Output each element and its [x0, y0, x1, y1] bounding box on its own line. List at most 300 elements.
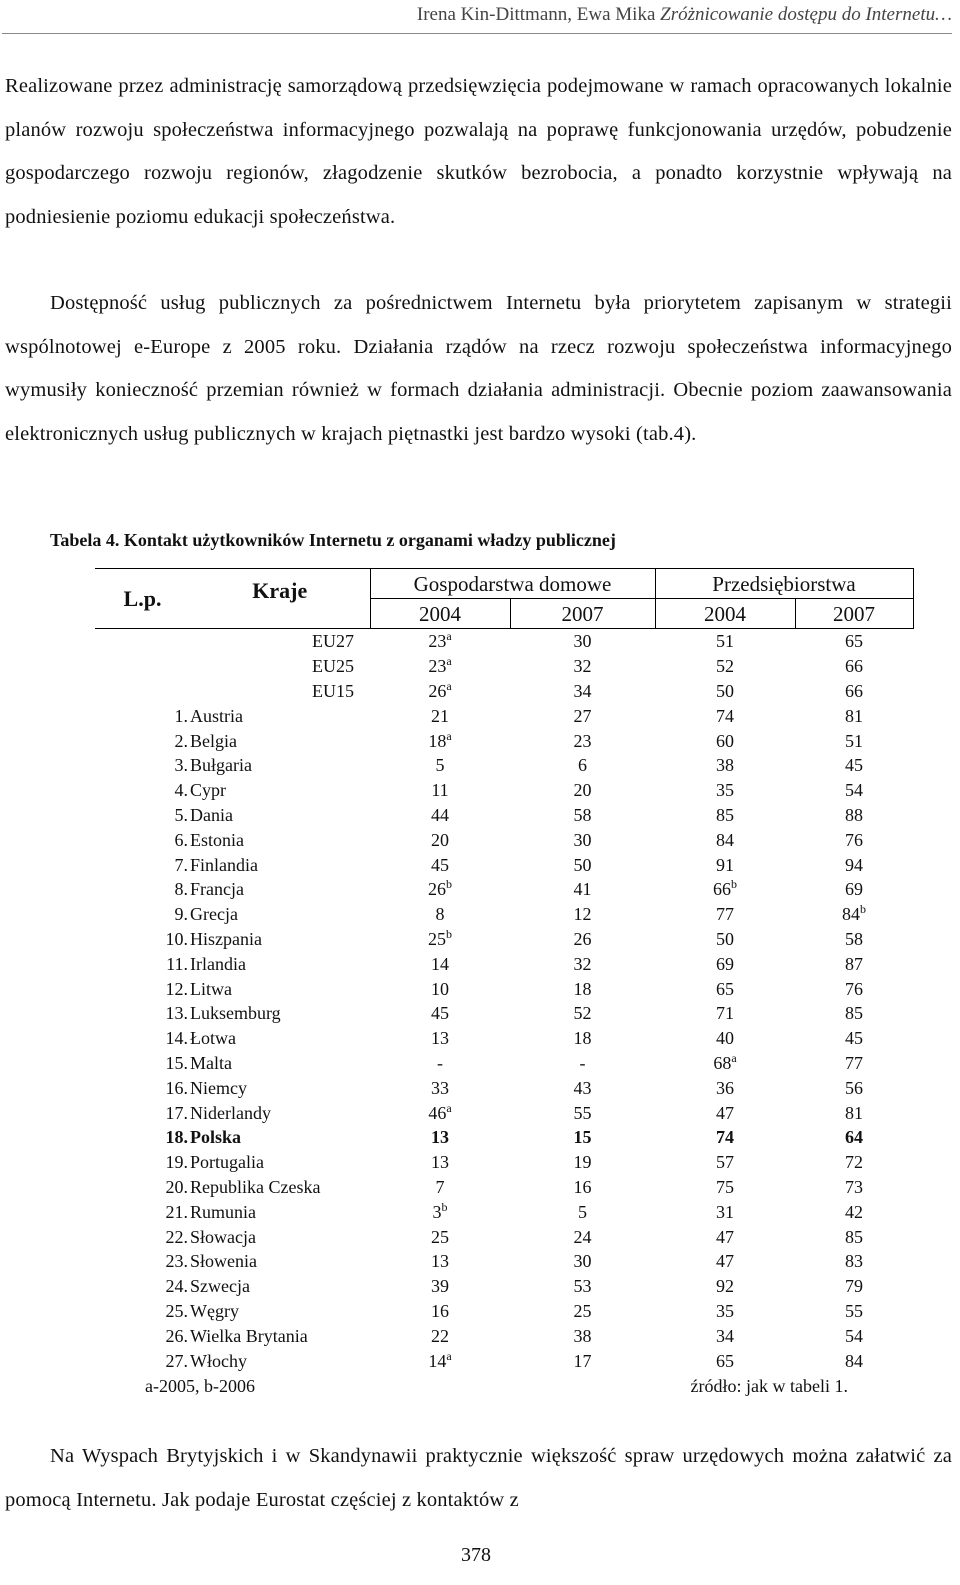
cell-country-value: Rumunia	[190, 1201, 256, 1222]
cell-en-2007-value: 94	[845, 854, 863, 875]
cell-hh-2004-value: 25	[428, 928, 446, 949]
cell-en-2004	[655, 1001, 795, 1026]
cell-en-2004	[655, 927, 795, 952]
cell-country-value: Słowacja	[190, 1226, 256, 1247]
cell-en-2004-value: 35	[716, 1300, 734, 1321]
cell-en-2007	[795, 778, 913, 803]
cell-hh-2007-value: 55	[573, 1102, 592, 1123]
cell-hh-2004	[370, 827, 510, 852]
cell-hh-2007	[510, 1199, 655, 1224]
table-row	[95, 1051, 913, 1076]
cell-country-value: Cypr	[190, 780, 226, 801]
paragraph-1: Realizowane przez administrację samorządową przedsięwzięcia podejmowane w ramach opracowanych lokalnie planów rozwoju społeczeństwa informacyjnego pozwalają na poprawę funkcjonowania urzędów, pobudzenie gospodarczego rozwoju regionów, złagodzenie skutków bezrobocia, a ponadto korzystnie wpływają na podniesienie poziomu edukacji społeczeństwa.	[5, 75, 952, 228]
cell-lp-value: 24.	[165, 1276, 188, 1297]
cell-lp-value: 2.	[174, 730, 188, 751]
cell-lp	[95, 927, 190, 952]
cell-lp	[95, 703, 190, 728]
cell-en-2004	[655, 1125, 795, 1150]
cell-en-2004	[655, 1299, 795, 1324]
cell-en-2007-value: 45	[845, 755, 863, 776]
footnote-marker: a	[446, 1100, 452, 1115]
cell-hh-2007-value: 26	[573, 928, 592, 949]
cell-country	[190, 852, 370, 877]
cell-en-2004-value: 50	[716, 928, 734, 949]
cell-country	[190, 1125, 370, 1150]
cell-hh-2004-value: 33	[431, 1077, 449, 1098]
cell-en-2007	[795, 1150, 913, 1175]
empty-cell	[95, 679, 190, 704]
cell-hh-2007	[510, 728, 655, 753]
cell-lp	[95, 1150, 190, 1175]
table-row	[95, 1348, 913, 1373]
cell-hh-2007-value: 6	[578, 755, 587, 776]
cell-en-2004-value: 36	[716, 1077, 734, 1098]
cell-hh-2004	[370, 778, 510, 803]
cell-en-2007	[795, 951, 913, 976]
table-row	[95, 1150, 913, 1175]
cell-en-2004-value: 65	[716, 978, 734, 999]
cell-en-2004	[655, 902, 795, 927]
cell-hh-2007	[510, 1026, 655, 1051]
cell-lp	[95, 753, 190, 778]
footnote-marker: b	[860, 902, 866, 917]
cell-en-2007	[795, 927, 913, 952]
cell-en-2004-value: 85	[716, 804, 734, 825]
cell-en-2004-value: 74	[716, 705, 734, 726]
cell-hh-2007	[510, 1224, 655, 1249]
cell-hh-2007	[510, 852, 655, 877]
cell-hh-2004-value: 39	[431, 1276, 449, 1297]
header-authors: Irena Kin-Dittmann, Ewa Mika	[416, 4, 656, 25]
cell-hh-2007-value: 24	[573, 1226, 592, 1247]
cell-en-2004	[655, 1075, 795, 1100]
aggregate-name	[190, 679, 370, 704]
cell-country	[190, 703, 370, 728]
cell-hh-2007	[510, 827, 655, 852]
cell-lp-value: 1.	[174, 705, 188, 726]
cell-lp	[95, 877, 190, 902]
cell-lp	[95, 1348, 190, 1373]
cell-hh-2007	[510, 927, 655, 952]
cell-hh-2004-value: 21	[431, 705, 449, 726]
cell-hh-2007-value: 50	[573, 854, 592, 875]
cell-lp-value: 9.	[174, 904, 188, 925]
cell-hh-2007	[510, 778, 655, 803]
cell-hh-2004	[370, 1150, 510, 1175]
cell-en-2007	[795, 976, 913, 1001]
cell-lp	[95, 1026, 190, 1051]
cell-en-2007	[795, 1026, 913, 1051]
cell-hh-2004-value: 23	[428, 656, 447, 677]
cell-en-2007-value: 81	[845, 1102, 863, 1123]
cell-en-2007-value: 51	[845, 730, 863, 751]
cell-hh-2004-value: 13	[431, 1127, 449, 1148]
cell-country-value: Niemcy	[190, 1077, 247, 1098]
cell-lp	[95, 1100, 190, 1125]
cell-lp	[95, 902, 190, 927]
cell-hh-2007-value: 19	[573, 1152, 592, 1173]
cell-country	[190, 803, 370, 828]
cell-hh-2004	[370, 1051, 510, 1076]
cell-en-2004	[655, 1224, 795, 1249]
cell-en-2007	[795, 629, 913, 654]
cell-country-value: Francja	[190, 879, 244, 900]
cell-en-2004	[655, 654, 795, 679]
cell-en-2004	[655, 728, 795, 753]
cell-en-2007	[795, 1274, 913, 1299]
cell-en-2004-value: 74	[716, 1127, 734, 1148]
cell-hh-2007-value: 25	[573, 1300, 592, 1321]
cell-lp	[95, 1001, 190, 1026]
cell-lp	[95, 1051, 190, 1076]
cell-hh-2004-value: 22	[431, 1325, 449, 1346]
cell-lp-value: 12.	[165, 978, 188, 999]
cell-en-2007	[795, 728, 913, 753]
table-row	[95, 1199, 913, 1224]
cell-en-2004-value: 57	[716, 1152, 734, 1173]
cell-en-2004	[655, 1348, 795, 1373]
cell-lp	[95, 728, 190, 753]
cell-hh-2007	[510, 1348, 655, 1373]
cell-hh-2004-value: 44	[431, 804, 449, 825]
cell-en-2004-value: 50	[716, 680, 734, 701]
cell-en-2004	[655, 1100, 795, 1125]
table-row	[95, 852, 913, 877]
cell-hh-2004	[370, 803, 510, 828]
cell-country	[190, 1224, 370, 1249]
cell-en-2004	[655, 1051, 795, 1076]
cell-country-value: Portugalia	[190, 1152, 264, 1173]
cell-hh-2004	[370, 1075, 510, 1100]
cell-hh-2004	[370, 1026, 510, 1051]
cell-country-value: Litwa	[190, 978, 232, 999]
header-year-en-2004: 2004	[655, 599, 795, 629]
cell-hh-2007-value: 30	[573, 829, 592, 850]
cell-lp-value: 25.	[165, 1300, 188, 1321]
cell-en-2004-value: 75	[716, 1176, 734, 1197]
cell-en-2007	[795, 1125, 913, 1150]
table-row	[95, 753, 913, 778]
cell-country-value: Austria	[190, 705, 243, 726]
cell-hh-2004-value: -	[437, 1052, 443, 1073]
cell-country-value: Grecja	[190, 904, 238, 925]
paragraph-2-text: Dostępność usług publicznych za pośrednictwem Internetu była priorytetem zapisanym w strategii wspólnotowej e-Europe z 2005 roku. Działania rządów na rzecz rozwoju społeczeństwa informacyjnego wymusiły konieczność przemian również w formach działania administracji. Obecnie poziom zaawansowania elektronicznych usług publicznych w krajach piętnastki jest bardzo wysoki (tab.4).	[5, 292, 952, 445]
cell-en-2007-value: 88	[845, 804, 863, 825]
cell-en-2004-value: 31	[716, 1201, 734, 1222]
cell-country	[190, 1100, 370, 1125]
cell-hh-2004-value: 5	[435, 755, 445, 776]
cell-country-value: Łotwa	[190, 1028, 236, 1049]
cell-en-2004-value: 52	[716, 656, 734, 677]
cell-lp-value: 15.	[165, 1052, 188, 1073]
cell-hh-2004	[370, 1224, 510, 1249]
cell-en-2004-value: 47	[716, 1226, 734, 1247]
cell-en-2004-value: 35	[716, 780, 734, 801]
cell-country	[190, 753, 370, 778]
cell-lp	[95, 1323, 190, 1348]
empty-cell	[95, 654, 190, 679]
cell-en-2007-value: 77	[845, 1052, 863, 1073]
cell-lp	[95, 1199, 190, 1224]
table-row	[95, 1175, 913, 1200]
cell-lp	[95, 1075, 190, 1100]
cell-en-2007	[795, 1249, 913, 1274]
cell-en-2007	[795, 1299, 913, 1324]
cell-hh-2007-value: 32	[573, 656, 592, 677]
footnote-marker: a	[446, 1348, 452, 1363]
cell-country	[190, 902, 370, 927]
table-row	[95, 703, 913, 728]
header-year-en-2007: 2007	[795, 599, 913, 629]
table-row	[95, 1075, 913, 1100]
cell-lp-value: 8.	[174, 879, 188, 900]
cell-en-2007	[795, 1323, 913, 1348]
cell-hh-2004	[370, 753, 510, 778]
table-row	[95, 778, 913, 803]
cell-en-2007	[795, 654, 913, 679]
cell-hh-2007	[510, 1274, 655, 1299]
cell-country-value: Węgry	[190, 1300, 239, 1321]
table-row	[95, 902, 913, 927]
cell-en-2004-value: 71	[716, 1003, 734, 1024]
cell-en-2007	[795, 753, 913, 778]
cell-en-2007-value: 84	[842, 904, 860, 925]
cell-lp	[95, 827, 190, 852]
cell-hh-2004-value: 7	[435, 1176, 445, 1197]
cell-en-2007	[795, 902, 913, 927]
cell-hh-2004	[370, 1100, 510, 1125]
cell-hh-2007-value: 20	[573, 780, 592, 801]
cell-en-2004	[655, 1150, 795, 1175]
cell-en-2004-value: 68	[713, 1052, 732, 1073]
cell-country-value: Irlandia	[190, 953, 246, 974]
cell-en-2007	[795, 1348, 913, 1373]
cell-hh-2007	[510, 1175, 655, 1200]
cell-en-2004	[655, 1026, 795, 1051]
cell-en-2004	[655, 976, 795, 1001]
cell-country-value: Włochy	[190, 1350, 247, 1371]
cell-country-value: Niderlandy	[190, 1102, 271, 1123]
cell-country-value: Estonia	[190, 829, 244, 850]
cell-country	[190, 1348, 370, 1373]
table-row	[95, 1001, 913, 1026]
cell-lp	[95, 803, 190, 828]
cell-hh-2004-value: 13	[431, 1028, 449, 1049]
cell-lp-value: 3.	[174, 755, 188, 776]
cell-hh-2007-value: 38	[573, 1325, 592, 1346]
cell-hh-2004	[370, 1249, 510, 1274]
cell-lp-value: 5.	[174, 804, 188, 825]
header-year-hh-2004: 2004	[370, 599, 510, 629]
cell-hh-2007-value: 16	[573, 1176, 592, 1197]
cell-hh-2004	[370, 852, 510, 877]
footnote-marker: b	[446, 926, 452, 941]
cell-hh-2007	[510, 1323, 655, 1348]
cell-en-2007-value: 81	[845, 705, 863, 726]
cell-country	[190, 1323, 370, 1348]
cell-en-2004-value: 92	[716, 1276, 734, 1297]
cell-lp	[95, 976, 190, 1001]
footnote-marker: a	[446, 728, 452, 743]
cell-hh-2004	[370, 1199, 510, 1224]
aggregate-row	[95, 679, 913, 704]
cell-lp	[95, 778, 190, 803]
cell-country-value: Słowenia	[190, 1251, 257, 1272]
cell-hh-2007	[510, 1100, 655, 1125]
footnote-marker: a	[446, 678, 452, 693]
cell-hh-2004-value: 11	[431, 780, 449, 801]
cell-en-2007-value: 79	[845, 1276, 863, 1297]
cell-lp-value: 23.	[165, 1251, 188, 1272]
cell-en-2007-value: 76	[845, 829, 863, 850]
cell-lp-value: 4.	[174, 780, 188, 801]
header-lp: L.p.	[95, 569, 190, 629]
cell-lp	[95, 1274, 190, 1299]
cell-country	[190, 778, 370, 803]
cell-country	[190, 1051, 370, 1076]
header-kraje: Kraje	[190, 569, 370, 629]
cell-en-2004-value: 91	[716, 854, 734, 875]
table-row	[95, 951, 913, 976]
cell-country-value: Republika Czeska	[190, 1176, 321, 1197]
cell-en-2007-value: 85	[845, 1003, 863, 1024]
table-row	[95, 1224, 913, 1249]
cell-lp-value: 27.	[165, 1350, 188, 1371]
cell-en-2004-value: 38	[716, 755, 734, 776]
cell-en-2004	[655, 1175, 795, 1200]
cell-hh-2004-value: 45	[431, 854, 449, 875]
cell-en-2004	[655, 877, 795, 902]
cell-country	[190, 877, 370, 902]
cell-country-value: Luksemburg	[190, 1003, 281, 1024]
table-footnote: a-2005, b-2006	[145, 1376, 255, 1396]
cell-en-2007	[795, 1051, 913, 1076]
cell-hh-2007-value: 34	[573, 680, 592, 701]
cell-lp-value: 21.	[165, 1201, 188, 1222]
footnote-marker: b	[446, 877, 452, 892]
cell-hh-2004	[370, 1001, 510, 1026]
cell-en-2007	[795, 1224, 913, 1249]
cell-hh-2004	[370, 654, 510, 679]
cell-hh-2004	[370, 703, 510, 728]
cell-en-2004-value: 34	[716, 1325, 734, 1346]
aggregate-row	[95, 654, 913, 679]
header-enterprises: Przedsiębiorstwa	[655, 569, 913, 599]
cell-country-value: Bułgaria	[190, 755, 252, 776]
cell-lp	[95, 951, 190, 976]
cell-hh-2007-value: 53	[573, 1276, 592, 1297]
cell-lp	[95, 1249, 190, 1274]
cell-hh-2004	[370, 679, 510, 704]
cell-country-value: Polska	[190, 1127, 242, 1148]
header-rule	[2, 33, 952, 34]
cell-en-2004	[655, 852, 795, 877]
cell-hh-2007	[510, 629, 655, 654]
cell-lp	[95, 1299, 190, 1324]
cell-hh-2007-value: 18	[573, 978, 592, 999]
cell-country	[190, 1150, 370, 1175]
cell-hh-2004-value: 3	[432, 1201, 442, 1222]
cell-en-2004-value: 66	[713, 879, 731, 900]
table-row	[95, 927, 913, 952]
cell-en-2004	[655, 1323, 795, 1348]
cell-en-2007-value: 64	[845, 1127, 863, 1148]
cell-en-2007	[795, 679, 913, 704]
cell-hh-2004-value: 16	[431, 1300, 449, 1321]
cell-en-2007-value: 55	[845, 1300, 863, 1321]
table-caption: Tabela 4. Kontakt użytkowników Internetu z organami władzy publicznej	[50, 530, 616, 550]
cell-lp-value: 22.	[165, 1226, 188, 1247]
cell-hh-2007	[510, 1299, 655, 1324]
table-row	[95, 1274, 913, 1299]
cell-country	[190, 1299, 370, 1324]
cell-hh-2004-value: 23	[428, 631, 447, 652]
cell-country-value: Malta	[190, 1052, 232, 1073]
paragraph-3-text: Na Wyspach Brytyjskich i w Skandynawii praktycznie większość spraw urzędowych można załatwić za pomocą Internetu. Jak podaje Eurostat częściej z kontaktów z	[5, 1445, 952, 1511]
cell-en-2007-value: 56	[845, 1077, 863, 1098]
cell-en-2004-value: 47	[716, 1102, 734, 1123]
data-table	[95, 568, 914, 1373]
cell-hh-2004	[370, 1125, 510, 1150]
cell-hh-2007	[510, 1125, 655, 1150]
cell-lp-value: 26.	[165, 1325, 188, 1346]
cell-hh-2007-value: 43	[573, 1077, 592, 1098]
cell-country	[190, 1075, 370, 1100]
cell-en-2004	[655, 778, 795, 803]
cell-en-2004-value: 69	[716, 953, 734, 974]
table-row	[95, 1125, 913, 1150]
aggregate-row	[95, 629, 913, 654]
table-row	[95, 827, 913, 852]
cell-hh-2004-value: 10	[431, 978, 449, 999]
cell-hh-2004-value: 18	[428, 730, 447, 751]
cell-lp-value: 6.	[174, 829, 188, 850]
cell-lp	[95, 852, 190, 877]
cell-en-2007-value: 85	[845, 1226, 863, 1247]
cell-hh-2007	[510, 877, 655, 902]
cell-hh-2007	[510, 803, 655, 828]
cell-lp-value: 14.	[165, 1028, 188, 1049]
cell-lp-value: 10.	[165, 928, 188, 949]
cell-hh-2007-value: 23	[573, 730, 592, 751]
cell-hh-2004-value: 25	[431, 1226, 449, 1247]
aggregate-name	[190, 654, 370, 679]
cell-country	[190, 1001, 370, 1026]
cell-en-2004	[655, 1274, 795, 1299]
cell-hh-2007-value: 58	[573, 804, 592, 825]
table-row	[95, 1249, 913, 1274]
cell-hh-2007	[510, 679, 655, 704]
cell-en-2004-value: 40	[716, 1028, 734, 1049]
table-row	[95, 976, 913, 1001]
cell-en-2007-value: 54	[845, 780, 863, 801]
cell-en-2007	[795, 1199, 913, 1224]
cell-en-2004	[655, 629, 795, 654]
cell-hh-2007	[510, 1249, 655, 1274]
cell-hh-2007	[510, 753, 655, 778]
cell-en-2007-value: 72	[845, 1152, 863, 1173]
cell-en-2007	[795, 827, 913, 852]
cell-hh-2007	[510, 703, 655, 728]
cell-hh-2004-value: 13	[431, 1152, 449, 1173]
cell-hh-2004-value: 14	[431, 953, 449, 974]
table-source: źródło: jak w tabeli 1.	[690, 1376, 848, 1396]
cell-hh-2004-value: 8	[435, 904, 445, 925]
cell-lp-value: 16.	[165, 1077, 188, 1098]
cell-country	[190, 927, 370, 952]
cell-en-2007	[795, 1001, 913, 1026]
header-households: Gospodarstwa domowe	[370, 569, 655, 599]
